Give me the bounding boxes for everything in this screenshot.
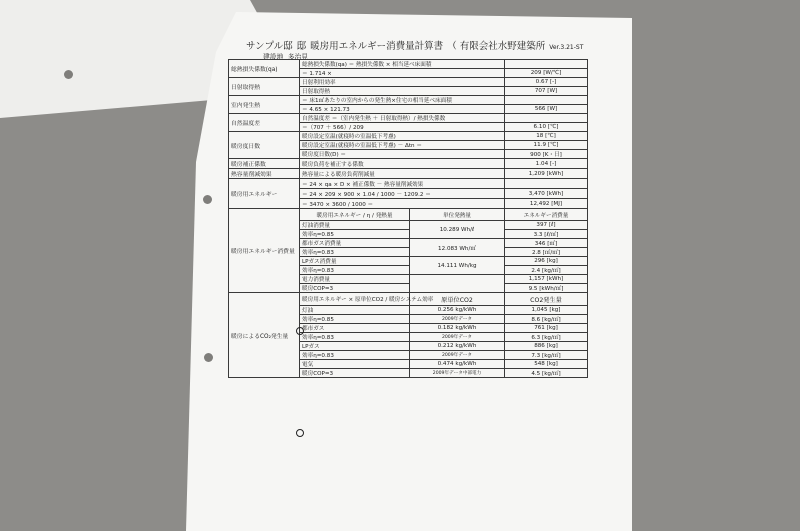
- text-value: Ver.3.21-ST: [549, 44, 584, 51]
- text-value: 建設地: [263, 53, 284, 61]
- table-cell: 暖房COP=3: [300, 284, 410, 293]
- table-cell: 0.474 kg/kWh: [410, 360, 505, 369]
- table-cell: [505, 132, 588, 141]
- table-cell: [505, 333, 588, 342]
- table-cell: [505, 266, 588, 275]
- table-cell: 原単位CO2: [410, 293, 505, 306]
- table-cell: [505, 150, 588, 159]
- text-value: 邸: [296, 41, 307, 52]
- text-value: [kWh]: [546, 190, 564, 197]
- text-value: 566: [534, 106, 546, 112]
- table-cell: 効率η=0.85: [300, 230, 410, 239]
- text-value: [㎥/㎡]: [542, 250, 561, 256]
- table-cell: CO2発生量: [505, 293, 588, 306]
- table-cell: 都市ガス消費量: [300, 239, 410, 248]
- text-value: 11.9: [533, 142, 547, 148]
- energy-calculation-table: [228, 59, 588, 378]
- text-value: 886: [534, 343, 545, 349]
- text-value: 1.04: [535, 160, 549, 167]
- table-cell: ＝（707 ＋ 566）/ 209: [300, 123, 505, 132]
- table-cell: 暖房設定室温(就寝時の室温低下考慮): [300, 132, 505, 141]
- text-value: サンプル邸: [246, 41, 293, 52]
- text-value: [℃]: [547, 124, 559, 130]
- table-cell: [505, 324, 588, 333]
- table-cell: ＝ 1.714 ×: [300, 69, 505, 78]
- table-cell: 2009年データ: [410, 315, 505, 324]
- text-value: 18: [536, 133, 544, 139]
- selection-circle-mark: [296, 327, 304, 335]
- table-cell: [505, 360, 588, 369]
- text-value: [kWh]: [546, 170, 564, 177]
- text-value: 6.10: [533, 124, 547, 130]
- table-row: [229, 60, 588, 69]
- table-cell: [505, 351, 588, 360]
- text-value: 1,157: [528, 276, 545, 282]
- table-cell: [505, 123, 588, 132]
- table-row: [229, 132, 588, 141]
- text-value: [kg/㎡]: [542, 335, 561, 341]
- table-cell: 0.182 kg/kWh: [410, 324, 505, 333]
- table-row: [229, 78, 588, 87]
- table-cell: 日射取得熱: [300, 87, 505, 96]
- text-value: 2.8: [531, 250, 541, 256]
- table-cell: 暖房用エネルギー / η / 発熱量: [300, 209, 410, 221]
- text-value: 1,209: [528, 170, 545, 177]
- text-value: [kg/㎡]: [542, 317, 561, 323]
- table-cell: 効率η=0.83: [300, 248, 410, 257]
- table-cell: [505, 284, 588, 293]
- table-cell: 電力消費量: [300, 275, 410, 284]
- table-cell: [505, 221, 588, 230]
- table-cell: 効率η=0.83: [300, 266, 410, 275]
- text-value: 346: [534, 241, 546, 247]
- text-value: [kg]: [546, 361, 558, 367]
- text-value: [kWh]: [546, 276, 564, 282]
- table-cell: 0.212 kg/kWh: [410, 342, 505, 351]
- table-cell: 総熱損失係数(qa) ＝ 熱損失係数 × 相当延べ床面積: [300, 60, 505, 69]
- table-row: [229, 179, 588, 189]
- table-cell: 暖房によるCO₂発生量: [229, 293, 300, 378]
- text-value: 3,470: [528, 190, 545, 197]
- text-value: [K・日]: [542, 152, 562, 158]
- table-cell: 単位発熱量: [410, 209, 505, 221]
- text-value: （ 有限会社水野建築所: [447, 41, 546, 52]
- table-cell: 暖房用エネルギー消費量: [229, 209, 300, 293]
- table-cell: 14.111 Wh/kg: [410, 257, 505, 275]
- table-cell: 熱容量による暖房負荷削減量: [300, 169, 505, 179]
- table-cell: [505, 96, 588, 105]
- table-cell: [505, 315, 588, 324]
- table-cell: [410, 275, 505, 293]
- table-cell: 10.289 Wh/ℓ: [410, 221, 505, 239]
- table-cell: ＝ 24 × 209 × 900 × 1.04 / 1000 － 1209.2 ＝: [300, 189, 505, 199]
- table-cell: 暖房負荷を補正する係数: [300, 159, 505, 169]
- table-cell: [505, 239, 588, 248]
- table-cell: 効率η=0.83: [300, 333, 410, 342]
- text-value: [W]: [547, 88, 558, 94]
- table-cell: [505, 87, 588, 96]
- text-value: 707: [534, 88, 546, 94]
- table-cell: 0.256 kg/kWh: [410, 306, 505, 315]
- table-cell: [505, 369, 588, 378]
- table-cell: [505, 275, 588, 284]
- table-cell: 暖房用エネルギー × 原単位CO2 / 暖房システム効率: [300, 293, 410, 306]
- table-cell: ＝ 3470 × 3600 / 1000 ＝: [300, 199, 505, 209]
- table-cell: 自然温度差: [229, 114, 300, 132]
- text-value: 548: [534, 361, 545, 367]
- table-cell: [505, 306, 588, 315]
- table-cell: 室内発生熱: [229, 96, 300, 114]
- table-row: [229, 209, 588, 221]
- text-value: [MJ]: [551, 200, 563, 207]
- table-row: [229, 169, 588, 179]
- table-cell: 暖房補正係数: [229, 159, 300, 169]
- table-cell: 都市ガス: [300, 324, 410, 333]
- text-value: [㎥]: [547, 241, 558, 247]
- table-cell: [505, 248, 588, 257]
- table-cell: 2009年データ中部電力: [410, 369, 505, 378]
- text-value: 209: [530, 70, 542, 76]
- table-row: [229, 96, 588, 105]
- document-title: [246, 38, 626, 52]
- selection-circle-mark: [296, 429, 304, 437]
- text-value: [kWh/㎡]: [539, 286, 564, 292]
- table-cell: 暖房設定室温(就寝時の室温低下考慮) － Δtn ＝: [300, 141, 505, 150]
- text-value: [℃]: [547, 142, 559, 148]
- table-cell: 熱容量削減効果: [229, 169, 300, 179]
- table-cell: 自然温度差 ＝（室内発生熱 ＋ 日射取得熱）/ 熱損失係数: [300, 114, 505, 123]
- text-value: 多治見: [287, 53, 309, 61]
- text-value: [-]: [549, 79, 557, 85]
- table-cell: [505, 114, 588, 123]
- table-cell: [505, 179, 588, 189]
- table-cell: ＝ 4.65 × 121.73: [300, 105, 505, 114]
- table-cell: LPガス: [300, 342, 410, 351]
- table-cell: [505, 230, 588, 239]
- punch-hole: [204, 353, 213, 362]
- table-cell: ＝ 床1㎡あたりの室内からの発生熱×住宅の相当延べ床面積: [300, 96, 505, 105]
- table-cell: エネルギー消費量: [505, 209, 588, 221]
- table-cell: 総熱損失係数(qa): [229, 60, 300, 78]
- table-cell: [505, 342, 588, 351]
- table-cell: 灯油消費量: [300, 221, 410, 230]
- table-cell: [505, 60, 588, 69]
- text-value: [kg]: [546, 343, 558, 349]
- text-value: 900: [530, 152, 541, 158]
- table-cell: LPガス消費量: [300, 257, 410, 266]
- table-cell: 日射取得熱: [229, 78, 300, 96]
- table-cell: [505, 199, 588, 209]
- text-value: 6.3: [531, 335, 541, 341]
- text-value: 7.3: [531, 353, 541, 359]
- text-value: 296: [534, 258, 545, 264]
- text-value: [kg]: [546, 325, 558, 331]
- table-cell: 暖房用エネルギー: [229, 179, 300, 209]
- table-cell: [505, 105, 588, 114]
- text-value: [℃]: [545, 133, 556, 139]
- table-row: [229, 114, 588, 123]
- table-cell: 暖房度日数: [229, 132, 300, 159]
- text-value: 2.4: [531, 268, 541, 274]
- text-value: [kg]: [549, 307, 561, 313]
- table-cell: 2009年データ: [410, 351, 505, 360]
- text-value: 8.6: [531, 317, 541, 323]
- text-value: 4.5: [531, 371, 541, 377]
- text-value: [ℓ/㎡]: [544, 232, 559, 238]
- table-cell: 電気: [300, 360, 410, 369]
- text-value: [kg/㎡]: [542, 268, 561, 274]
- table-cell: [505, 169, 588, 179]
- table-cell: 効率η=0.85: [300, 315, 410, 324]
- text-value: 761: [534, 325, 545, 331]
- table-cell: [505, 159, 588, 169]
- text-value: [W/℃]: [543, 70, 562, 76]
- table-cell: 2009年データ: [410, 333, 505, 342]
- table-cell: 暖房度日数(D) ＝: [300, 150, 505, 159]
- table-cell: [505, 141, 588, 150]
- table-cell: [505, 78, 588, 87]
- table-cell: 灯油: [300, 306, 410, 315]
- table-cell: 効率η=0.83: [300, 351, 410, 360]
- text-value: 9.5: [528, 286, 538, 292]
- text-value: 3.3: [533, 232, 543, 238]
- table-cell: 12.083 Wh/㎥: [410, 239, 505, 257]
- table-row: [229, 159, 588, 169]
- table-cell: ＝ 24 × qa × D × 補正係数 － 熱容量削減効果: [300, 179, 505, 189]
- text-value: [kg]: [546, 258, 558, 264]
- text-value: [ℓ]: [548, 222, 556, 228]
- table-cell: [505, 189, 588, 199]
- text-value: 1,045: [531, 307, 548, 313]
- punch-hole: [203, 195, 212, 204]
- table-row: [229, 293, 588, 306]
- table-cell: 暖房COP=3: [300, 369, 410, 378]
- text-value: [-]: [549, 160, 557, 167]
- table-cell: 日射利用効率: [300, 78, 505, 87]
- text-value: 暖房用エネルギー消費量計算書: [310, 41, 444, 52]
- table-cell: [505, 257, 588, 266]
- text-value: [kg/㎡]: [542, 371, 561, 377]
- text-value: 397: [536, 222, 548, 228]
- text-value: [W]: [547, 106, 558, 112]
- text-value: 0.67: [535, 79, 549, 85]
- text-value: 12,492: [529, 200, 550, 207]
- table-cell: [505, 69, 588, 78]
- text-value: [kg/㎡]: [542, 353, 561, 359]
- punch-hole: [64, 70, 73, 79]
